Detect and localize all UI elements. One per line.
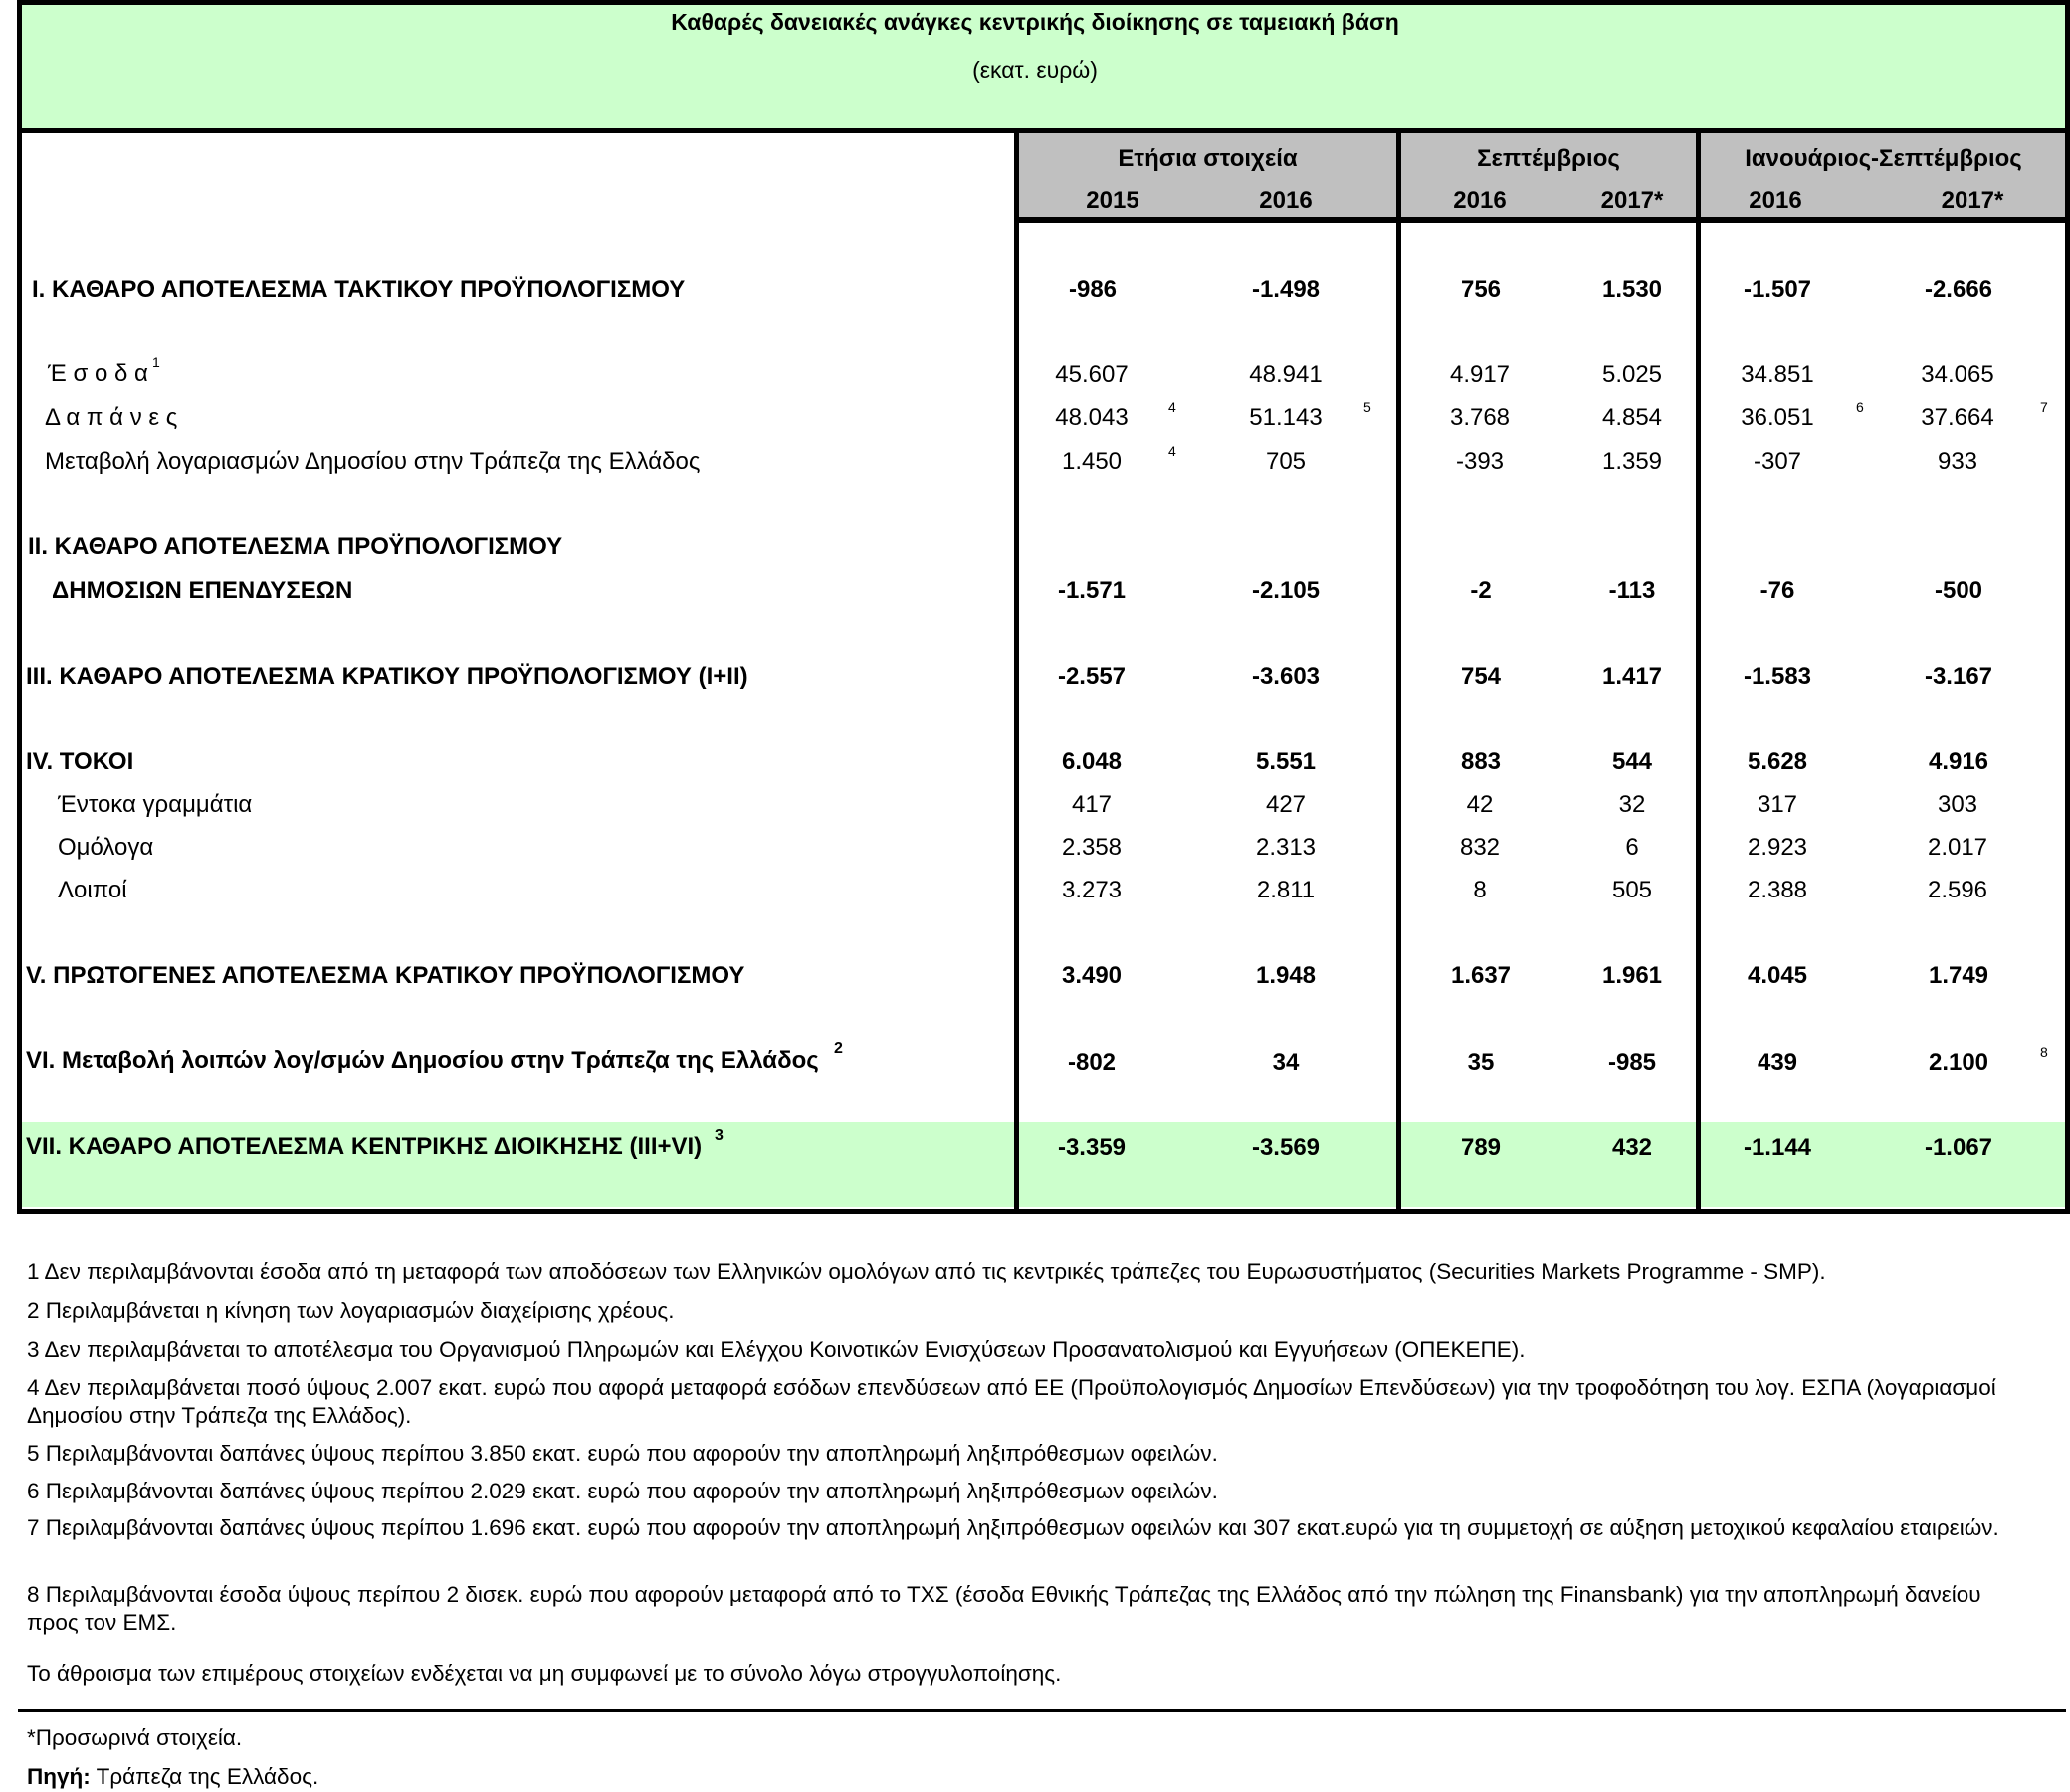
cell: 754	[1460, 663, 1502, 690]
footnote-ref: 1	[152, 354, 160, 370]
source-line	[27, 1763, 2037, 1791]
footnote-ref: 4	[1168, 443, 1176, 459]
footnote: 2 Περιλαμβάνεται η κίνηση των λογαριασμών διαχείρισης χρέους.	[27, 1298, 675, 1323]
row-label-metavoli: Μεταβολή λογαριασμών Δημοσίου στην Τράπεζα της Ελλάδος	[45, 448, 701, 475]
cell: 2.313	[1255, 834, 1317, 861]
provisional-note: *Προσωρινά στοιχεία.	[27, 1725, 243, 1750]
source-label: Πηγή:	[27, 1764, 91, 1789]
footnote-ref: 5	[1363, 399, 1371, 415]
cell: 4.045	[1747, 962, 1808, 989]
cell: 1.530	[1601, 276, 1663, 302]
group-header-annual: Ετήσια στοιχεία	[1118, 145, 1298, 172]
row-label-vi: VI. Μεταβολή λοιπών λογ/σμών Δημοσίου στην Τράπεζα της Ελλάδος	[26, 1047, 819, 1074]
year-header: 2015	[1086, 187, 1139, 214]
cell: -500	[1934, 577, 1983, 604]
cell: 2.358	[1061, 834, 1123, 861]
cell: 505	[1611, 877, 1653, 903]
row-label-dapanes: Δ α π ά ν ε ς	[45, 404, 178, 431]
year-header: 2017*	[1941, 187, 2004, 214]
cell: 1.749	[1928, 962, 1989, 989]
cell: 34.851	[1741, 361, 1814, 388]
row-label-ii: ΙΙ. ΚΑΘΑΡΟ ΑΠΟΤΕΛΕΣΜΑ ΠΡΟΫΠΟΛΟΓΙΣΜΟΥ	[28, 533, 563, 560]
cell: -393	[1455, 448, 1505, 475]
cell: 4.916	[1928, 748, 1989, 775]
row-label-iv: IV. ΤΟΚΟΙ	[26, 748, 134, 775]
cell: 34.065	[1921, 361, 1994, 388]
title-divider	[17, 128, 2070, 133]
cell: 3.768	[1449, 404, 1511, 431]
bottom-divider	[18, 1709, 2066, 1712]
cell: -1.571	[1057, 577, 1127, 604]
cell: 2.596	[1927, 877, 1988, 903]
footnote-ref: 7	[2040, 399, 2048, 415]
year-header: 2016	[1749, 187, 1802, 214]
year-header: 2016	[1259, 187, 1313, 214]
group-header-jan-sep: Ιανουάριος-Σεπτέμβριος	[1745, 145, 2022, 172]
cell: 8	[1473, 877, 1487, 903]
cell: 3.490	[1061, 962, 1123, 989]
row-label-entoka: Έντοκα γραμμάτια	[58, 791, 253, 818]
footnote-ref: 2	[834, 1040, 843, 1057]
cell: -2.666	[1924, 276, 1993, 302]
row-label-omologa: Ομόλογα	[58, 834, 154, 861]
footnote: 3 Δεν περιλαμβάνεται το αποτέλεσμα του Οργανισμού Πληρωμών και Ελέγχου Κοινοτικών Ενισχύσεων Προσανατολισμού και Εγγυήσεων (ΟΠΕΚΕΠΕ).	[27, 1337, 1526, 1362]
footnote: 6 Περιλαμβάνονται δαπάνες ύψους περίπου 2.029 εκατ. ευρώ που αφορούν την αποπληρωμή ληξιπρόθεσμων οφειλών.	[27, 1479, 1218, 1503]
cell: 5.628	[1747, 748, 1808, 775]
cell: 1.961	[1601, 962, 1663, 989]
cell: 1.948	[1255, 962, 1317, 989]
row-label-vii: VII. ΚΑΘΑΡΟ ΑΠΟΤΕΛΕΣΜΑ ΚΕΝΤΡΙΚΗΣ ΔΙΟΙΚΗΣΗΣ (ΙΙΙ+VI)	[26, 1133, 703, 1160]
cell: 42	[1466, 791, 1494, 818]
cell: 789	[1460, 1134, 1502, 1161]
cell: -1.583	[1743, 663, 1812, 690]
cell: 756	[1460, 276, 1502, 302]
cell: 439	[1757, 1049, 1798, 1076]
cell: 2.923	[1747, 834, 1808, 861]
cell: -3.569	[1251, 1134, 1321, 1161]
footnote-ref: 8	[2040, 1044, 2048, 1060]
cell: 2.811	[1256, 877, 1316, 903]
cell: 317	[1757, 791, 1798, 818]
cell: -3.167	[1924, 663, 1993, 690]
cell: -2.557	[1057, 663, 1127, 690]
footnote: 8 Περιλαμβάνονται έσοδα ύψους περίπου 2 δισεκ. ευρώ που αφορούν μεταφορά από το ΤΧΣ (έσοδα Εθνικής Τράπεζας της Ελλάδος από την πώληση της Finansbank) για την αποπληρωμή δανείου προς τον ΕΜΣ.	[27, 1582, 1981, 1635]
cell: -307	[1753, 448, 1802, 475]
cell: 1.637	[1450, 962, 1512, 989]
footnote: 7 Περιλαμβάνονται δαπάνες ύψους περίπου 1.696 εκατ. ευρώ που αφορούν την αποπληρωμή ληξιπρόθεσμων οφειλών και 307 εκατ.ευρώ για τη συμμετοχή σε αύξηση μετοχικού κεφαλαίου εταιρειών.	[27, 1515, 1999, 1540]
cell: 883	[1460, 748, 1502, 775]
row-label-i: Ι. ΚΑΘΑΡΟ ΑΠΟΤΕΛΕΣΜΑ ΤΑΚΤΙΚΟΥ ΠΡΟΫΠΟΛΟΓΙΣΜΟΥ	[32, 276, 686, 302]
cell: 4.917	[1449, 361, 1511, 388]
col-divider-2	[1396, 130, 1401, 1214]
cell: -2	[1470, 577, 1492, 604]
footnote: 4 Δεν περιλαμβάνεται ποσό ύψους 2.007 εκατ. ευρώ που αφορά μεταφορά εσόδων επενδύσεων από ΕΕ (Προϋπολογισμός Δημοσίων Επενδύσεων) για την τροφοδότηση του λογ. ΕΣΠΑ (λογαριασμοί Δημοσίου στην Τράπεζα της Ελλάδος).	[27, 1375, 1996, 1428]
cell: 417	[1071, 791, 1113, 818]
table-title: Καθαρές δανειακές ανάγκες κεντρικής διοίκησης σε ταμειακή βάση	[671, 9, 1399, 35]
cell: -1.067	[1924, 1134, 1993, 1161]
cell: -2.105	[1251, 577, 1321, 604]
rounding-note: Το άθροισμα των επιμέρους στοιχείων ενδέχεται να μη συμφωνεί με το σύνολο λόγω στρογγυλοποίησης.	[27, 1661, 1062, 1686]
row-label-ii-cont: ΔΗΜΟΣΙΩΝ ΕΠΕΝΔΥΣΕΩΝ	[52, 577, 353, 604]
footnote-ref: 4	[1168, 399, 1176, 415]
cell: 544	[1611, 748, 1653, 775]
cell: -3.603	[1251, 663, 1321, 690]
table-unit: (εκατ. ευρώ)	[972, 57, 1098, 83]
cell: 45.607	[1055, 361, 1129, 388]
cell: 6	[1625, 834, 1639, 861]
row-label-v: V. ΠΡΩΤΟΓΕΝΕΣ ΑΠΟΤΕΛΕΣΜΑ ΚΡΑΤΙΚΟΥ ΠΡΟΫΠΟΛΟΓΙΣΜΟΥ	[26, 962, 745, 989]
col-divider-3	[1696, 130, 1701, 1214]
cell: -802	[1067, 1049, 1117, 1076]
cell: 32	[1618, 791, 1646, 818]
cell: 2.017	[1927, 834, 1988, 861]
cell: 48.941	[1249, 361, 1323, 388]
col-divider-1	[1014, 130, 1019, 1214]
cell: 2.100	[1928, 1049, 1989, 1076]
cell: 4.854	[1601, 404, 1663, 431]
header-divider	[1014, 217, 2070, 223]
cell: 5.025	[1601, 361, 1663, 388]
cell: -1.507	[1743, 276, 1812, 302]
cell: -76	[1760, 577, 1795, 604]
row-label-esoda: Έ σ ο δ α	[48, 360, 148, 387]
cell: 36.051	[1741, 404, 1814, 431]
cell: 2.388	[1747, 877, 1808, 903]
cell: -3.359	[1057, 1134, 1127, 1161]
footnote-ref: 3	[715, 1127, 724, 1144]
cell: -1.498	[1251, 276, 1321, 302]
year-header: 2017*	[1600, 187, 1664, 214]
cell: -985	[1607, 1049, 1657, 1076]
cell: 1.359	[1601, 448, 1663, 475]
row-label-iii: ΙΙΙ. ΚΑΘΑΡΟ ΑΠΟΤΕΛΕΣΜΑ ΚΡΑΤΙΚΟΥ ΠΡΟΫΠΟΛΟΓΙΣΜΟΥ (Ι+ΙΙ)	[26, 663, 748, 690]
cell: 432	[1611, 1134, 1653, 1161]
cell: 35	[1467, 1049, 1495, 1076]
cell: 303	[1937, 791, 1978, 818]
cell: -1.144	[1743, 1134, 1812, 1161]
cell: 34	[1272, 1049, 1300, 1076]
table-border	[17, 0, 2070, 1214]
cell: 51.143	[1249, 404, 1323, 431]
footnote-ref: 6	[1856, 399, 1864, 415]
cell: 37.664	[1921, 404, 1994, 431]
cell: -113	[1608, 577, 1656, 604]
cell: 6.048	[1061, 748, 1123, 775]
cell: 1.450	[1061, 448, 1123, 475]
group-header-september: Σεπτέμβριος	[1477, 145, 1620, 172]
cell: 832	[1459, 834, 1501, 861]
year-header: 2016	[1453, 187, 1507, 214]
cell: 427	[1265, 791, 1307, 818]
cell: 1.417	[1601, 663, 1663, 690]
row-label-loipoi: Λοιποί	[58, 877, 127, 903]
cell: 48.043	[1055, 404, 1129, 431]
source-value: Τράπεζα της Ελλάδος.	[96, 1764, 319, 1789]
cell: 5.551	[1255, 748, 1317, 775]
cell: 3.273	[1061, 877, 1123, 903]
cell: 705	[1265, 448, 1307, 475]
cell: 933	[1937, 448, 1978, 475]
footnote: 5 Περιλαμβάνονται δαπάνες ύψους περίπου 3.850 εκατ. ευρώ που αφορούν την αποπληρωμή ληξιπρόθεσμων οφειλών.	[27, 1441, 1218, 1466]
footnote: 1 Δεν περιλαμβάνονται έσοδα από τη μεταφορά των αποδόσεων των Ελληνικών ομολόγων από τις κεντρικές τράπεζες του Ευρωσυστήματος (Securities Markets Programme - SMP).	[27, 1259, 1826, 1284]
cell: -986	[1068, 276, 1118, 302]
